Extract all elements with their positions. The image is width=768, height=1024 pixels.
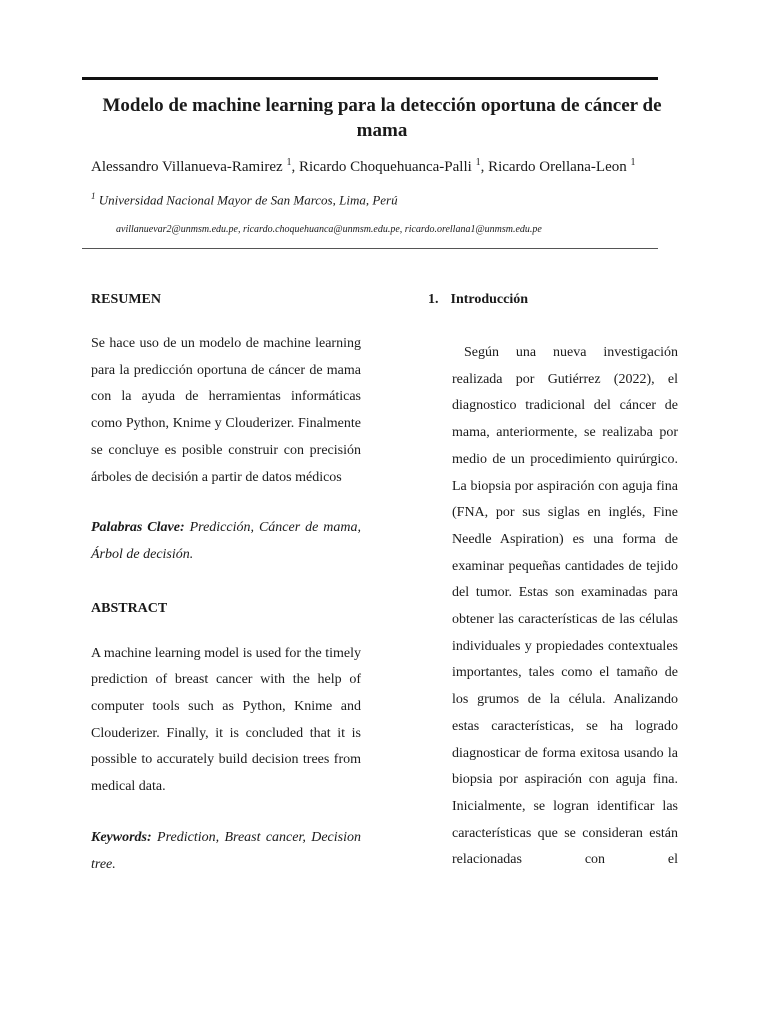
section-title: Introducción [450, 292, 529, 307]
affiliation-text: Universidad Nacional Mayor de San Marcos, Lima, Perú [98, 192, 398, 208]
introduccion-heading [428, 292, 678, 308]
affiliation [91, 191, 398, 208]
section-number: 1. [428, 292, 439, 307]
palabras-clave-label: Palabras Clave: [91, 520, 185, 536]
author-affiliation-mark: 1 [630, 157, 636, 168]
abstract-heading: ABSTRACT [91, 600, 168, 616]
palabras-clave [91, 515, 361, 568]
author-list: Alessandro Villanueva-Ramirez $^1$, Ricardo Choquehuanca-Palli $^1$, Ricardo Orellana-Leon $^1$ [91, 157, 636, 175]
abstract-body: A machine learning model is used for the timely prediction of breast cancer with the help of computer tools such as Python, Knime and Clouderizer. Finally, it is concluded that it is possible to accurately build decision trees from medical data. [91, 645, 361, 795]
author-name: Ricardo Orellana-Leon [488, 159, 627, 175]
paper-title: Modelo de machine learning para la detección oportuna de cáncer de mama [102, 95, 662, 141]
keywords [91, 825, 361, 878]
resumen-heading: RESUMEN [91, 292, 162, 307]
introduccion-body: Según una nueva investigación realizada por Gutiérrez (2022), el diagnostico tradicional del cáncer de mama, anteriormente, se realizaba por medio de un procedimiento quirúrgico. La biopsia por aspiración con aguja fina (FNA, por sus siglas en inglés, Fine Needle Aspiration) es una forma de examinar pequeñas cantidades de tejido del tumor. Estas son examinadas para obtener las características de las células individuales y propiedades contextuales importantes, tales como el tamaño de los grumos de la célula. Analizando estas características, se ha logrado diagnosticar de forma exitosa usando la biopsia por aspiración con aguja fina. Inicialmente, se logran identificar las características que se consideran están relacionadas con el [452, 345, 678, 868]
top-rule [82, 77, 658, 80]
left-column [91, 292, 361, 878]
affiliation-mark: 1 [91, 191, 96, 201]
author-affiliation-mark: 1 [475, 157, 481, 168]
header-divider [82, 248, 658, 249]
right-column [428, 292, 678, 874]
author-affiliation-mark: 1 [286, 157, 292, 168]
keywords-label: Keywords: [91, 829, 152, 845]
palabras-clave-values: Predicción, Cáncer de mama, Árbol de decisión. [91, 520, 362, 562]
author-emails: avillanuevar2@unmsm.edu.pe, ricardo.choquehuanca@unmsm.edu.pe, ricardo.orellana1@unmsm.edu.pe [116, 224, 542, 235]
resumen-body: Se hace uso de un modelo de machine learning para la predicción oportuna de cáncer de mama con la ayuda de herramientas informáticas como Python, Knime y Clouderizer. Finalmente se concluye es posible construir con precisión árboles de decisión a partir de datos médicos [91, 336, 361, 485]
keywords-values: Prediction, Breast cancer, Decision tree. [91, 829, 361, 872]
author-name: Alessandro Villanueva-Ramirez [91, 159, 283, 175]
author-name: Ricardo Choquehuanca-Palli [298, 159, 472, 175]
